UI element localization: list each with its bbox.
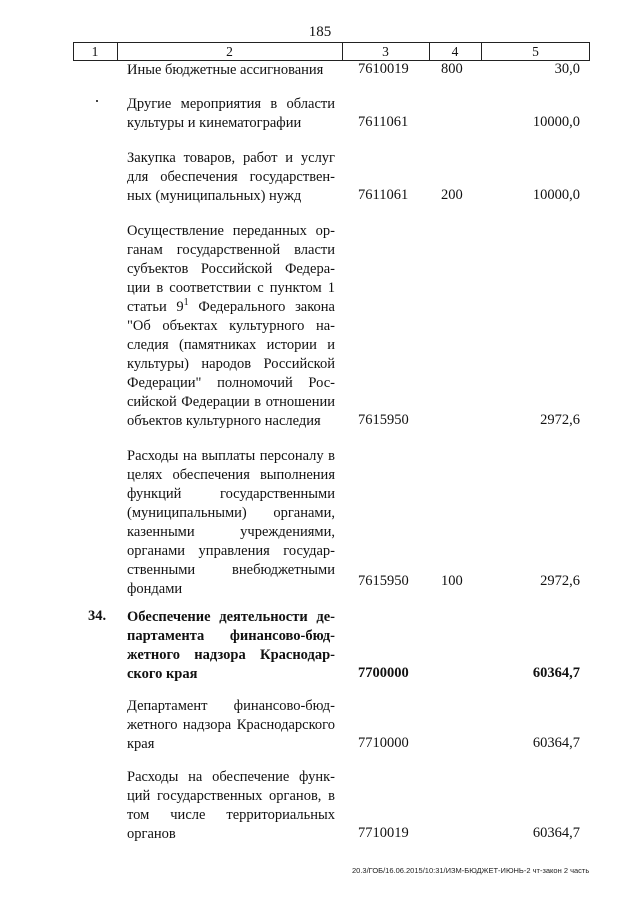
- row-code: 7611061: [358, 187, 409, 203]
- row-expense-type: 200: [441, 187, 463, 203]
- row-amount: 2972,6: [540, 573, 580, 589]
- row-description: Закупка товаров, работ и услуг для обеспечения государственных (муниципальных) нужд: [127, 150, 335, 204]
- row-code: 7700000: [358, 665, 409, 681]
- section-number: 34.: [88, 608, 107, 624]
- row-description: Расходы на выплаты персоналу в целях обеспечения выполнения функций государственными (муниципальными) органами, казенными учреждениями, органами управления государственными внебюджетными фондами: [127, 448, 335, 597]
- row-amount: 10000,0: [532, 187, 580, 203]
- row-amount: 2972,6: [540, 412, 580, 428]
- row-expense-type: 100: [441, 573, 463, 589]
- column-divider: [589, 43, 590, 60]
- row-description: Иные бюджетные ассигнования: [127, 62, 324, 78]
- row-code: 7615950: [358, 573, 409, 589]
- row-code: 7611061: [358, 114, 409, 130]
- document-footer-code: 20.3/ГОБ/16.06.2015/10:31/ИЗМ-БЮДЖЕТ-ИЮНЬ-2 чт-закон 2 часть: [352, 866, 590, 875]
- row-amount: 30,0: [554, 61, 580, 77]
- row-description: Департамент финансово-бюджетного надзора Краснодарского края: [127, 698, 335, 752]
- row-code: 7710000: [358, 735, 409, 751]
- row-description: Осуществление переданных органам государственной власти субъектов Российской Федерации в соответствии с пунктом 1 статьи $9^1$ Федерального закона "Об объектах культурного наследия (памятниках истории и культуры) народов Российской Федерации" полномочий Российской Федерации в отношении объектов культурного наследия: [127, 223, 335, 429]
- column-header-1: 1: [91, 44, 99, 59]
- page-number: 185: [308, 24, 332, 40]
- scan-mark: [96, 100, 98, 102]
- column-header-3: 3: [382, 44, 389, 59]
- row-code: 7610019: [358, 61, 409, 77]
- column-header-5: 5: [532, 44, 539, 59]
- row-expense-type: 800: [441, 61, 463, 77]
- column-header-4: 4: [451, 44, 459, 59]
- row-description: Другие мероприятия в области культуры и кинематографии: [127, 96, 335, 131]
- row-amount: 60364,7: [532, 665, 580, 681]
- row-description: Расходы на обеспечение функций государственных органов, в том числе территориальных органов: [127, 769, 335, 842]
- row-amount: 60364,7: [532, 735, 580, 751]
- table-header-row: [73, 42, 590, 61]
- row-code: 7615950: [358, 412, 409, 428]
- row-amount: 60364,7: [532, 825, 580, 841]
- row-amount: 10000,0: [532, 114, 580, 130]
- row-description: Обеспечение деятельности департамента финансово-бюджетного надзора Краснодарского края: [127, 609, 335, 682]
- column-header-2: 2: [226, 44, 233, 59]
- row-code: 7710019: [358, 825, 409, 841]
